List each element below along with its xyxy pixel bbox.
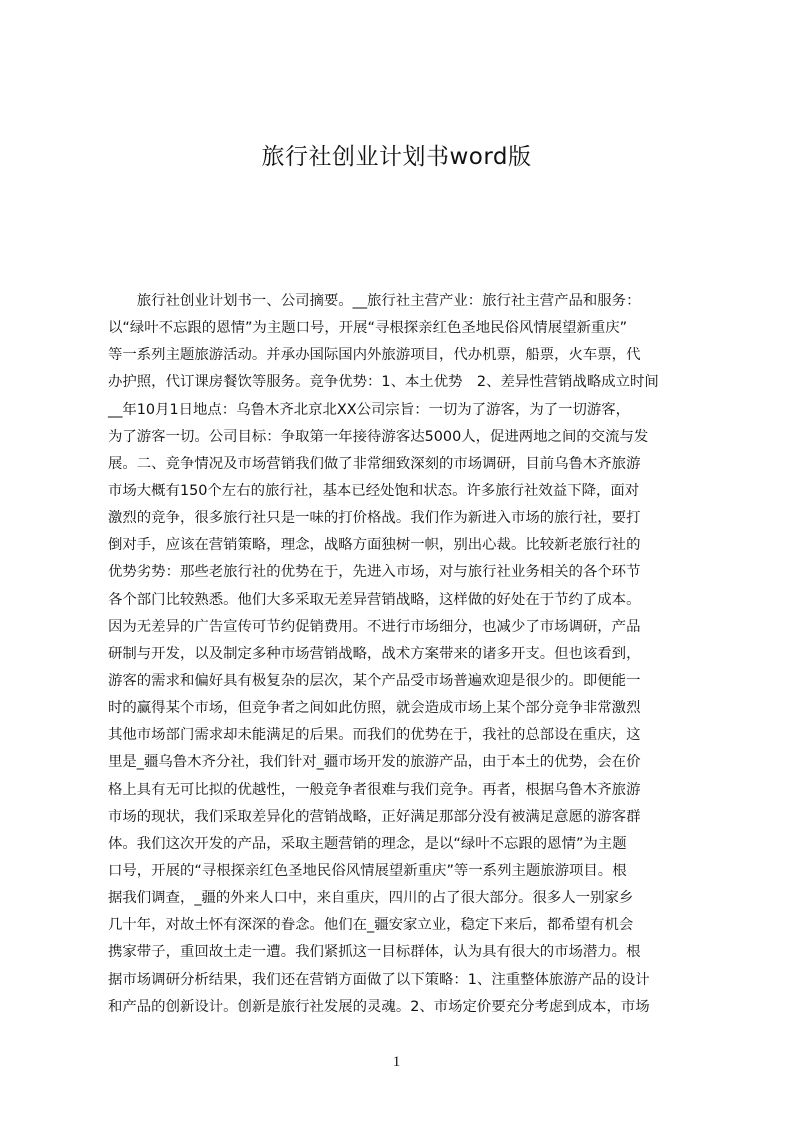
body-line: 激烈的竞争，很多旅行社只是一味的打价格战。我们作为新进入市场的旅行社，要打 — [108, 510, 641, 527]
body-line: 旅行社创业计划书一、公司摘要。__旅行社主营产业：旅行社主营产品和服务： — [108, 293, 641, 309]
document-body — [108, 288, 698, 1015]
body-line: __年10月1日地点：乌鲁木齐北京北XX公司宗旨：一切为了游客，为了一切游客， — [108, 401, 631, 418]
body-line: 据市场调研分析结果，我们还在营销方面做了以下策略：1、注重整体旅游产品的设计 — [108, 971, 650, 988]
body-line: 时的赢得某个市场，但竞争者之间如此仿照，就会造成市场上某个部分竞争非常激烈 — [108, 700, 641, 717]
body-line: 各个部门比较熟悉。他们大多采取无差异营销战略，这样做的好处在于节约了成本。 — [108, 591, 641, 608]
body-line: 优势劣势：那些老旅行社的优势在于，先进入市场，对与旅行社业务相关的各个环节 — [108, 564, 641, 581]
body-line: 体。我们这次开发的产品，采取主题营销的理念，是以“绿叶不忘跟的恩情”为主题 — [108, 835, 627, 852]
body-line: 携家带子，重回故土走一遭。我们紧抓这一目标群体，认为具有很大的市场潜力。根 — [108, 944, 641, 961]
body-line: 倒对手，应该在营销策略，理念，战略方面独树一帜，别出心裁。比较新老旅行社的 — [108, 537, 641, 554]
body-line: 为了游客一切。公司目标：争取第一年接待游客达5000人，促进两地之间的交流与发 — [108, 428, 649, 445]
page-number: 1 — [392, 1054, 401, 1070]
body-line: 几十年，对故土怀有深深的眷念。他们在_疆安家立业，稳定下来后，都希望有机会 — [108, 917, 634, 934]
document-title: 旅行社创业计划书word版 — [261, 144, 532, 170]
body-line: 市场的现状，我们采取差异化的营销战略，正好满足那部分没有被满足意愿的游客群 — [108, 808, 641, 825]
body-line: 据我们调查，_疆的外来人口中，来自重庆，四川的占了很大部分。很多人一别家乡 — [108, 890, 634, 907]
body-line: 其他市场部门需求却未能满足的后果。而我们的优势在于，我社的总部设在重庆，这 — [108, 727, 641, 744]
body-line: 游客的需求和偏好具有极复杂的层次，某个产品受市场普遍欢迎是很少的。即便能一 — [108, 672, 641, 689]
body-line: 等一系列主题旅游活动。并承办国际国内外旅游项目，代办机票，船票，火车票，代 — [108, 347, 641, 364]
body-line: 和产品的创新设计。创新是旅行社发展的灵魂。2、市场定价要充分考虑到成本，市场 — [108, 998, 650, 1015]
body-line: 研制与开发，以及制定多种市场营销战略，战术方案带来的诸多开支。但也该看到， — [108, 645, 641, 662]
body-line: 里是_疆乌鲁木齐分社，我们针对_疆市场开发的旅游产品，由于本土的优势，会在价 — [108, 754, 641, 771]
body-line: 办护照，代订课房餐饮等服务。竞争优势：1、本土优势 2、差异性营销战略成立时间 — [108, 374, 659, 391]
body-line: 以“绿叶不忘跟的恩情”为主题口号，开展“寻根探亲红色圣地民俗风情展望新重庆” — [108, 320, 628, 337]
body-line: 展。二、竞争情况及市场营销我们做了非常细致深刻的市场调研，目前乌鲁木齐旅游 — [108, 455, 641, 472]
body-line: 因为无差异的广告宣传可节约促销费用。不进行市场细分，也减少了市场调研，产品 — [108, 618, 641, 635]
body-line: 口号，开展的“寻根探亲红色圣地民俗风情展望新重庆”等一系列主题旅游项目。根 — [108, 862, 627, 879]
body-line: 格上具有无可比拟的优越性，一般竞争者很难与我们竞争。再者，根据乌鲁木齐旅游 — [108, 781, 641, 798]
body-line: 市场大概有150个左右的旅行社，基本已经处饱和状态。许多旅行社效益下降，面对 — [108, 482, 640, 499]
